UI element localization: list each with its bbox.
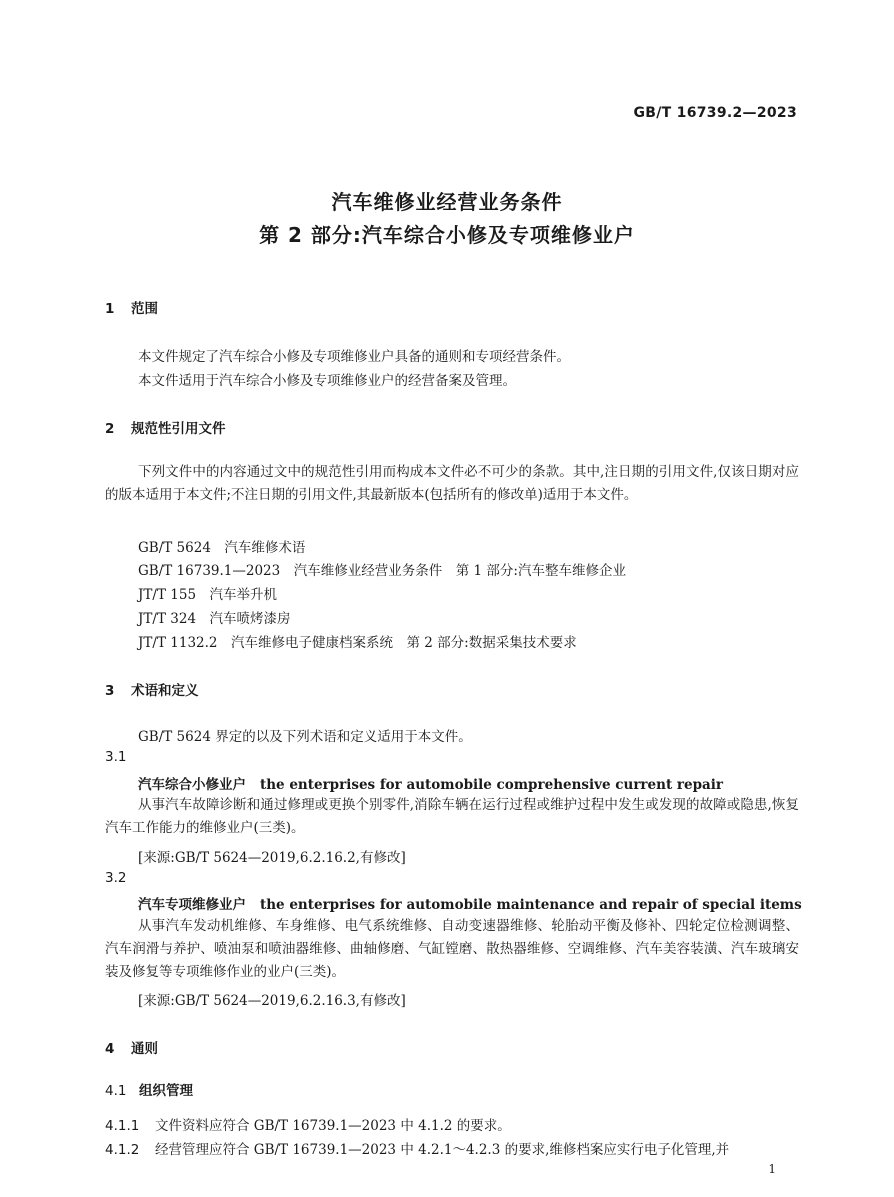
section-heading-normative-references [105, 417, 226, 437]
document-title-line2: 第 2 部分:汽车综合小修及专项维修业户 [259, 223, 635, 247]
reference-item [138, 583, 277, 603]
term-en: the enterprises for automobile comprehensive current repair [260, 777, 724, 793]
section-title: 术语和定义 [131, 683, 199, 699]
document-title-line1: 汽车维修业经营业务条件 [331, 190, 563, 214]
term-number: 3.2 [105, 870, 127, 886]
term-definition: 从事汽车发动机维修、车身维修、电气系统维修、自动变速器维修、轮胎动平衡及修补、四轮定位检测调整、汽车润滑与养护、喷油泵和喷油器维修、曲轴修磨、气缸镗磨、散热器维修、空调维修、汽车美容装潢、汽车玻璃安装及修复等专项维修作业的业户(三类)。 [105, 918, 799, 980]
paragraph: 本文件适用于汽车综合小修及专项维修业户的经营备案及管理。 [138, 373, 516, 389]
reference-code: GB/T 16739.1—2023 [138, 563, 281, 579]
reference-title: 汽车喷烤漆房 [209, 611, 291, 627]
reference-item [138, 536, 305, 556]
reference-code: JT/T 324 [138, 611, 197, 627]
paragraph: 本文件规定了汽车综合小修及专项维修业户具备的通则和专项经营条件。 [138, 349, 570, 365]
reference-title: 汽车维修术语 [224, 540, 306, 556]
page-number: 1 [768, 1162, 776, 1176]
term-zh: 汽车专项维修业户 [138, 897, 246, 913]
paragraph: 下列文件中的内容通过文中的规范性引用而构成本文件必不可少的条款。其中,注日期的引用文件,仅该日期对应的版本适用于本文件;不注日期的引用文件,其最新版本(包括所有的修改单)适用于本文件。 [105, 464, 799, 503]
section-heading-general [105, 1037, 158, 1057]
subsection-heading-organization [105, 1079, 193, 1099]
section-title: 通则 [131, 1041, 158, 1057]
subsection-title: 组织管理 [139, 1083, 193, 1099]
clause-number: 4.1.1 [105, 1118, 140, 1134]
term-source: [来源:GB/T 5624—2019,6.2.16.2,有修改] [138, 850, 406, 866]
term-en: the enterprises for automobile maintenance and repair of special items [260, 897, 802, 913]
clause-text: 经营管理应符合 GB/T 16739.1—2023 中 4.2.1～4.2.3 的要求,维修档案应实行电子化管理,并 [155, 1142, 730, 1158]
paragraph: GB/T 5624 界定的以及下列术语和定义适用于本文件。 [138, 729, 472, 745]
clause [105, 1138, 729, 1158]
section-title: 规范性引用文件 [131, 421, 226, 437]
term-source: [来源:GB/T 5624—2019,6.2.16.3,有修改] [138, 993, 406, 1009]
term-number: 3.1 [105, 749, 127, 765]
reference-code: GB/T 5624 [138, 540, 211, 556]
clause [105, 1114, 511, 1134]
reference-item [138, 631, 577, 651]
clause-number: 4.1.2 [105, 1142, 140, 1158]
term-zh: 汽车综合小修业户 [138, 777, 246, 793]
reference-title: 汽车维修业经营业务条件 第 1 部分:汽车整车维修企业 [293, 563, 626, 579]
standard-code: GB/T 16739.2—2023 [633, 105, 797, 121]
term-entry [138, 773, 723, 793]
section-number: 1 [105, 301, 115, 317]
section-title: 范围 [131, 301, 158, 317]
section-number: 2 [105, 421, 115, 437]
reference-code: JT/T 155 [138, 587, 197, 603]
reference-item [138, 607, 291, 627]
subsection-number: 4.1 [105, 1083, 127, 1099]
section-heading-scope [105, 297, 158, 317]
reference-code: JT/T 1132.2 [138, 635, 218, 651]
term-definition: 从事汽车故障诊断和通过修理或更换个别零件,消除车辆在运行过程或维护过程中发生或发现的故障或隐患,恢复汽车工作能力的维修业户(三类)。 [105, 797, 799, 836]
reference-title: 汽车举升机 [209, 587, 278, 603]
section-number: 4 [105, 1041, 115, 1057]
section-heading-terms [105, 679, 199, 699]
term-entry [138, 893, 802, 913]
reference-item [138, 559, 626, 579]
clause-text: 文件资料应符合 GB/T 16739.1—2023 中 4.1.2 的要求。 [155, 1118, 511, 1134]
section-number: 3 [105, 683, 115, 699]
reference-title: 汽车维修电子健康档案系统 第 2 部分:数据采集技术要求 [231, 635, 577, 651]
